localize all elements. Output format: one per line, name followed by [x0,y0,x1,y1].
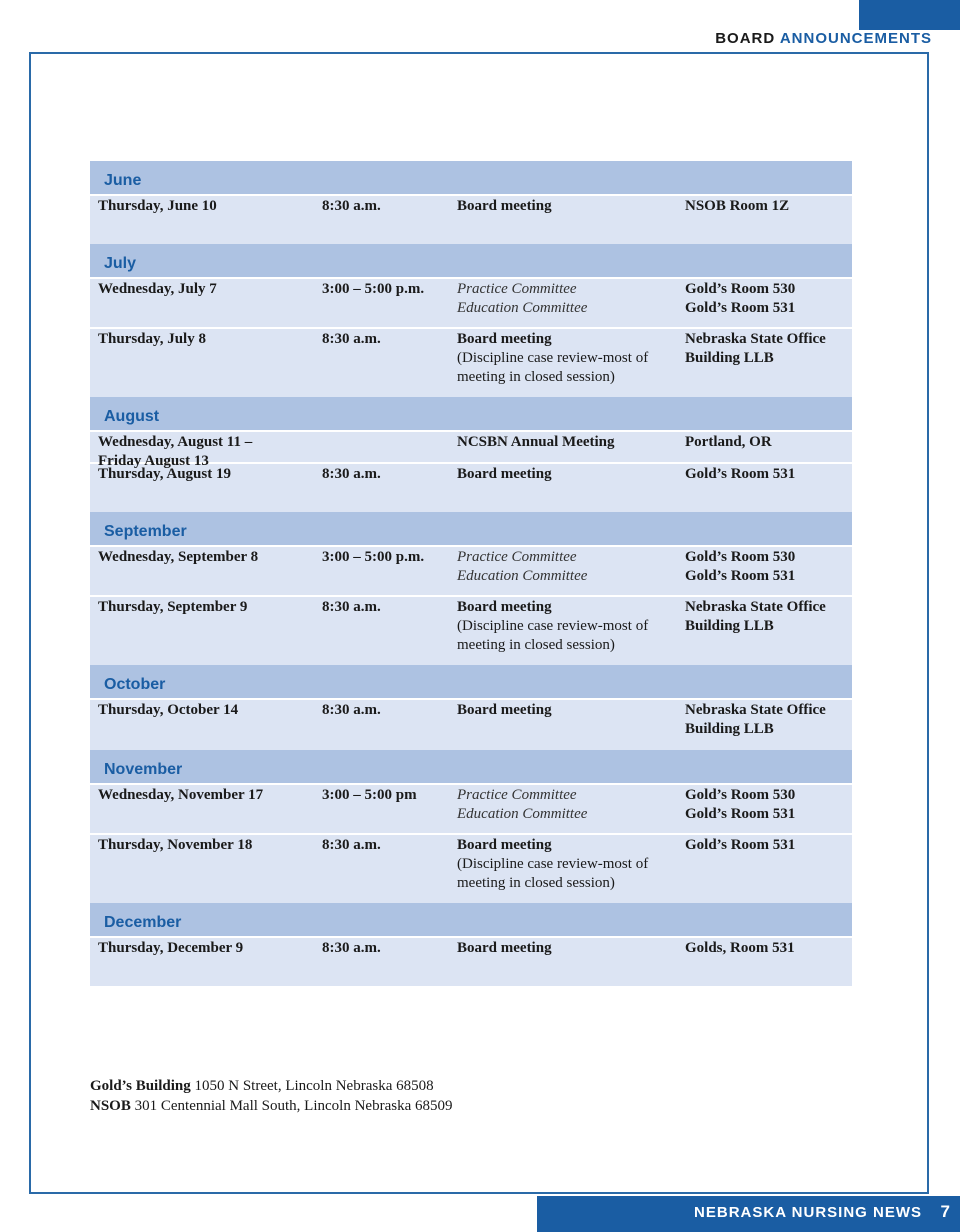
meeting-row [90,936,852,986]
month-heading: November [90,750,852,783]
date-line: Thursday, November 18 [98,837,253,853]
meeting-date [90,700,322,750]
meeting-date [90,785,322,833]
event-line: Board meeting [457,940,552,956]
month-section [90,244,852,397]
meeting-location [685,938,852,986]
meeting-event [457,597,685,665]
meeting-row [90,833,852,903]
month-heading: August [90,397,852,430]
meeting-schedule [90,161,852,986]
meeting-time: 8:30 a.m. [322,198,381,214]
meeting-event [457,464,685,512]
date-line: Thursday, October 14 [98,702,239,718]
meeting-time: 3:00 – 5:00 pm [322,787,417,803]
event-line: Practice Committee [457,281,577,297]
event-line: meeting in closed session) [457,875,615,891]
event-line: (Discipline case review-most of [457,856,649,872]
event-line: (Discipline case review-most of [457,350,649,366]
date-line: Thursday, July 8 [98,331,206,347]
address-label: NSOB [90,1098,131,1114]
address-notes [90,1076,452,1116]
header-accent-tab [859,0,960,30]
date-line: Thursday, December 9 [98,940,244,956]
address-line [90,1076,452,1096]
meeting-row [90,545,852,595]
meeting-row [90,595,852,665]
page-number: 7 [940,1202,950,1221]
meeting-event [457,329,685,397]
location-line: Building LLB [685,618,774,634]
meeting-location [685,700,852,750]
date-line: Wednesday, November 17 [98,787,264,803]
meeting-row [90,430,852,469]
month-heading: December [90,903,852,936]
event-line: (Discipline case review-most of [457,618,649,634]
meeting-event [457,196,685,244]
date-line: Wednesday, July 7 [98,281,217,297]
location-line: Gold’s Room 531 [685,806,796,822]
meeting-location [685,835,852,903]
location-line: NSOB Room 1Z [685,198,790,214]
meeting-time: 8:30 a.m. [322,599,381,615]
meeting-event [457,279,685,327]
location-line: Nebraska State Office [685,702,826,718]
meeting-row [90,462,852,512]
event-line: Education Committee [457,806,588,822]
location-line: Nebraska State Office [685,331,826,347]
meeting-time [322,432,457,462]
location-line: Gold’s Room 530 [685,281,796,297]
meeting-location [685,432,852,462]
section-header-word2: ANNOUNCEMENTS [779,30,932,47]
meeting-date [90,279,322,327]
meeting-location [685,597,852,665]
month-heading: July [90,244,852,277]
event-line: Board meeting [457,198,552,214]
date-line: Thursday, August 19 [98,466,231,482]
address-label: Gold’s Building [90,1078,191,1094]
meeting-location [685,464,852,512]
meeting-time: 8:30 a.m. [322,940,381,956]
meeting-location [685,196,852,244]
address-line [90,1096,452,1116]
location-line: Building LLB [685,350,774,366]
date-line: Wednesday, September 8 [98,549,259,565]
meeting-event [457,432,685,462]
meeting-location [685,547,852,595]
meeting-time: 8:30 a.m. [322,837,381,853]
month-section [90,397,852,512]
event-line: Practice Committee [457,549,577,565]
location-line: Gold’s Room 531 [685,300,796,316]
event-line: meeting in closed session) [457,637,615,653]
date-line: Thursday, September 9 [98,599,248,615]
meeting-row [90,194,852,244]
meeting-time: 8:30 a.m. [322,466,381,482]
month-heading: June [90,161,852,194]
meeting-date [90,547,322,595]
month-section [90,665,852,750]
event-line: Education Committee [457,568,588,584]
meeting-date [90,196,322,244]
location-line: Gold’s Room 531 [685,568,796,584]
meeting-row [90,327,852,397]
meeting-date [90,938,322,986]
event-line: Board meeting [457,702,552,718]
meeting-event [457,785,685,833]
meeting-event [457,547,685,595]
event-line: Board meeting [457,837,552,853]
meeting-row [90,783,852,833]
event-line: NCSBN Annual Meeting [457,434,615,450]
date-line: Thursday, June 10 [98,198,217,214]
event-line: Board meeting [457,466,552,482]
event-line: Board meeting [457,599,552,615]
location-line: Gold’s Room 531 [685,466,796,482]
location-line: Gold’s Room 530 [685,549,796,565]
address-text: 301 Centennial Mall South, Lincoln Nebraska 68509 [130,1098,453,1114]
meeting-date [90,597,322,665]
location-line: Gold’s Room 531 [685,837,796,853]
meeting-location [685,329,852,397]
address-text: 1050 N Street, Lincoln Nebraska 68508 [190,1078,434,1094]
location-line: Building LLB [685,721,774,737]
month-section [90,750,852,903]
event-line: Board meeting [457,331,552,347]
month-heading: September [90,512,852,545]
meeting-location [685,785,852,833]
meeting-time: 3:00 – 5:00 p.m. [322,281,425,297]
month-section [90,161,852,244]
meeting-time: 8:30 a.m. [322,702,381,718]
meeting-date [90,835,322,903]
meeting-time: 8:30 a.m. [322,331,381,347]
section-header-word1: BOARD [715,30,776,47]
meeting-event [457,700,685,750]
meeting-date [90,432,322,469]
meeting-date [90,464,322,512]
meeting-event [457,835,685,903]
footer-bar [537,1196,960,1232]
publication-name: NEBRASKA NURSING NEWS [694,1204,922,1221]
event-line: Education Committee [457,300,588,316]
meeting-location [685,279,852,327]
month-section [90,512,852,665]
date-line: Wednesday, August 11 – [98,434,253,450]
section-header [715,30,932,47]
date-line: Friday August 13 [98,453,209,469]
meeting-row [90,698,852,750]
month-heading: October [90,665,852,698]
meeting-time: 3:00 – 5:00 p.m. [322,549,425,565]
location-line: Gold’s Room 530 [685,787,796,803]
meeting-date [90,329,322,397]
location-line: Nebraska State Office [685,599,826,615]
meeting-row [90,277,852,327]
location-line: Golds, Room 531 [685,940,795,956]
meeting-event [457,938,685,986]
location-line: Portland, OR [685,434,772,450]
month-section [90,903,852,986]
event-line: Practice Committee [457,787,577,803]
event-line: meeting in closed session) [457,369,615,385]
